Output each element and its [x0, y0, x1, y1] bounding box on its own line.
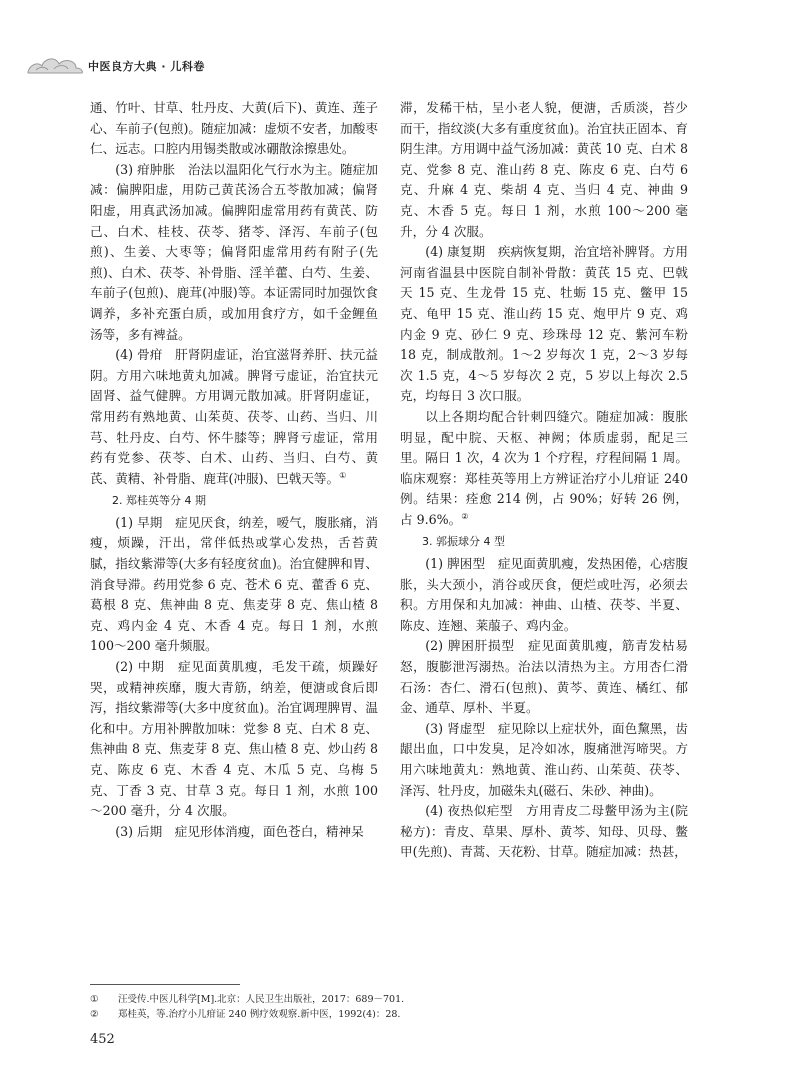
paragraph: (2) 中期 症见面黄肌瘦，毛发干疏，烦躁好哭，或精神疾靡，腹大青筋，纳差，便溏或食后即泻，指纹紫滞等(大多中度贫血)。治宜调理脾胃、温化和中。方用补脾散加味：党参 8 克、白术 8 克、焦神曲 8 克、焦麦芽 8 克、焦山楂 8 克、炒山药 8 克、陈皮 6 克、木香 4 克、木瓜 5 克、乌梅 5 克、丁香 3 克、甘草 3 克。每日 1 剂，水煎 100～200 毫升，分 4 次服。 — [90, 659, 378, 819]
footnote — [90, 992, 690, 1007]
footnote-number: ② — [90, 1009, 99, 1020]
subheading: 2. 郑桂英等分 4 期 — [112, 494, 206, 508]
cloud-ornament-icon — [26, 52, 84, 76]
footnote-ref[interactable]: ① — [339, 470, 347, 480]
paragraph: (3) 疳肿胀 治法以温阳化气行水为主。随症加减：偏脾阳虚，用防己黄芪汤合五苓散加减；偏肾阳虚，用真武汤加减。偏脾阳虚常用药有黄芪、防己、白术、桂枝、茯苓、猪苓、泽泻、车前子(包煎)、生姜、大枣等；偏肾阳虚常用药有附子(先煎)、白术、茯苓、补骨脂、淫羊藿、白芍、生姜、车前子(包煎)、鹿茸(冲服)等。本证需同时加强饮食调养，多补充蛋白质，或加用食疗方，如千金鲤鱼汤等，多有裨益。 — [90, 161, 378, 342]
paragraph: (2) 脾困肝损型 症见面黄肌瘦，筋青发枯易怒，腹膨泄泻溺热。治法以清热为主。方用杏仁滑石汤：杏仁、滑石(包煎)、黄芩、黄连、橘红、郁金、通草、厚朴、半夏。 — [400, 638, 688, 716]
paragraph: (1) 脾困型 症见面黄肌瘦，发热困倦，心痞腹胀，头大颈小，消谷或厌食，便烂或吐泻，必须去积。方用保和丸加减：神曲、山楂、茯苓、半夏、陈皮、连翘、莱菔子、鸡内金。 — [400, 556, 688, 633]
right-column — [400, 98, 688, 863]
footnote — [90, 1007, 690, 1022]
footnote-number: ① — [90, 994, 99, 1005]
paragraph: (4) 骨疳 肝肾阴虚证，治宜滋肾养肝、扶元益阴。方用六味地黄丸加减。脾肾亏虚证，治宜扶元固肾、益气健脾。方用调元散加减。肝肾阴虚证，常用药有熟地黄、山茱萸、茯苓、山药、当归、川芎、牡丹皮、白芍、怀牛膝等；脾肾亏虚证，常用药有党参、茯苓、白术、山药、当归、白芍、黄芪、黄精、补骨脂、鹿茸(冲服)、巴戟天等。① — [90, 347, 378, 486]
footnote-text: 郑桂英，等.治疗小儿疳证 240 例疗效观察.新中医，1992(4)：28. — [118, 1009, 401, 1020]
footnote-divider — [90, 984, 240, 985]
paragraph: (3) 后期 症见形体消瘦，面色苍白，精神呆 — [115, 823, 364, 839]
subheading: 3. 郭振球分 4 型 — [422, 535, 505, 549]
page-number: 452 — [90, 1032, 115, 1047]
left-column — [90, 98, 378, 842]
paragraph: (3) 肾虚型 症见除以上症状外，面色黧黑，齿龈出血，口中发臭，足冷如冰，腹痛泄泻啼哭。方用六味地黄丸：熟地黄、淮山药、山茱萸、茯苓、泽泻、牡丹皮，加磁朱丸(磁石、朱砂、神曲)。 — [400, 720, 688, 798]
paragraph: (4) 康复期 疾病恢复期，治宜培补脾肾。方用河南省温县中医院自制补骨散：黄芪 15 克、巴戟天 15 克、生龙骨 15 克、牡蛎 15 克、鳖甲 15 克、龟甲 15 克、淮山药 15 克、炮甲片 9 克、鸡内金 9 克、砂仁 9 克、珍珠母 12 克、紫河车粉 18 克，制成散剂。1～2 岁每次 1 克，2～3 岁每次 1.5 克，4～5 岁每次 2 克，5 岁以上每次 2.5 克，均每日 3 次口服。 — [400, 244, 688, 404]
footnote-ref[interactable]: ② — [461, 511, 469, 521]
paragraph: 以上各期均配合针刺四缝穴。随症加减：腹胀明显，配中脘、天枢、神阙；体质虚弱，配足三里。隔日 1 次，4 次为 1 个疗程，疗程间隔 1 周。临床观察：郑桂英等用上方辨证治疗小儿疳证 240 例。结果：痊愈 214 例，占 90%；好转 26 例，占 9.6%。② — [400, 408, 688, 527]
running-header — [26, 52, 326, 82]
paragraph: 滞，发稀干枯，呈小老人貌，便溏，舌质淡，苔少而干，指纹淡(大多有重度贫血)。治宜扶正固本、育阴生津。方用调中益气汤加减：黄芪 10 克、白术 8 克、党参 8 克、淮山药 8 克、陈皮 6 克、白芍 6 克、升麻 4 克、柴胡 4 克、当归 4 克、神曲 9 克、木香 5 克。每日 1 剂，水煎 100～200 毫升，分 4 次服。 — [400, 100, 688, 239]
paragraph: (4) 夜热似疟型 方用青皮二母鳖甲汤为主(院秘方)：青皮、草果、厚朴、黄芩、知母、贝母、鳖甲(先煎)、青蒿、天花粉、甘草。随症加减：热甚， — [400, 803, 688, 860]
book-title: 中医良方大典 · 儿科卷 — [88, 60, 205, 73]
paragraph: 通、竹叶、甘草、牡丹皮、大黄(后下)、黄连、莲子心、车前子(包煎)。随症加减：虚烦不安者，加酸枣仁、远志。口腔内用锡类散或冰硼散涂擦患处。 — [90, 100, 378, 157]
footnote-text: 汪受传.中医儿科学[M].北京：人民卫生出版社，2017：689－701. — [118, 994, 405, 1005]
paragraph: (1) 早期 症见厌食，纳差，嗳气，腹胀痛，消瘦，烦躁，汗出，常伴低热或掌心发热，舌苔黄腻，指纹紫滞等(大多有轻度贫血)。治宜健脾和胃、消食导滞。药用党参 6 克、苍术 6 克、藿香 6 克、葛根 8 克、焦神曲 8 克、焦麦芽 8 克、焦山楂 8 克、鸡内金 4 克、木香 4 克。每日 1 剂，水煎 100～200 毫升频服。 — [90, 514, 378, 654]
footnotes — [90, 992, 690, 1022]
